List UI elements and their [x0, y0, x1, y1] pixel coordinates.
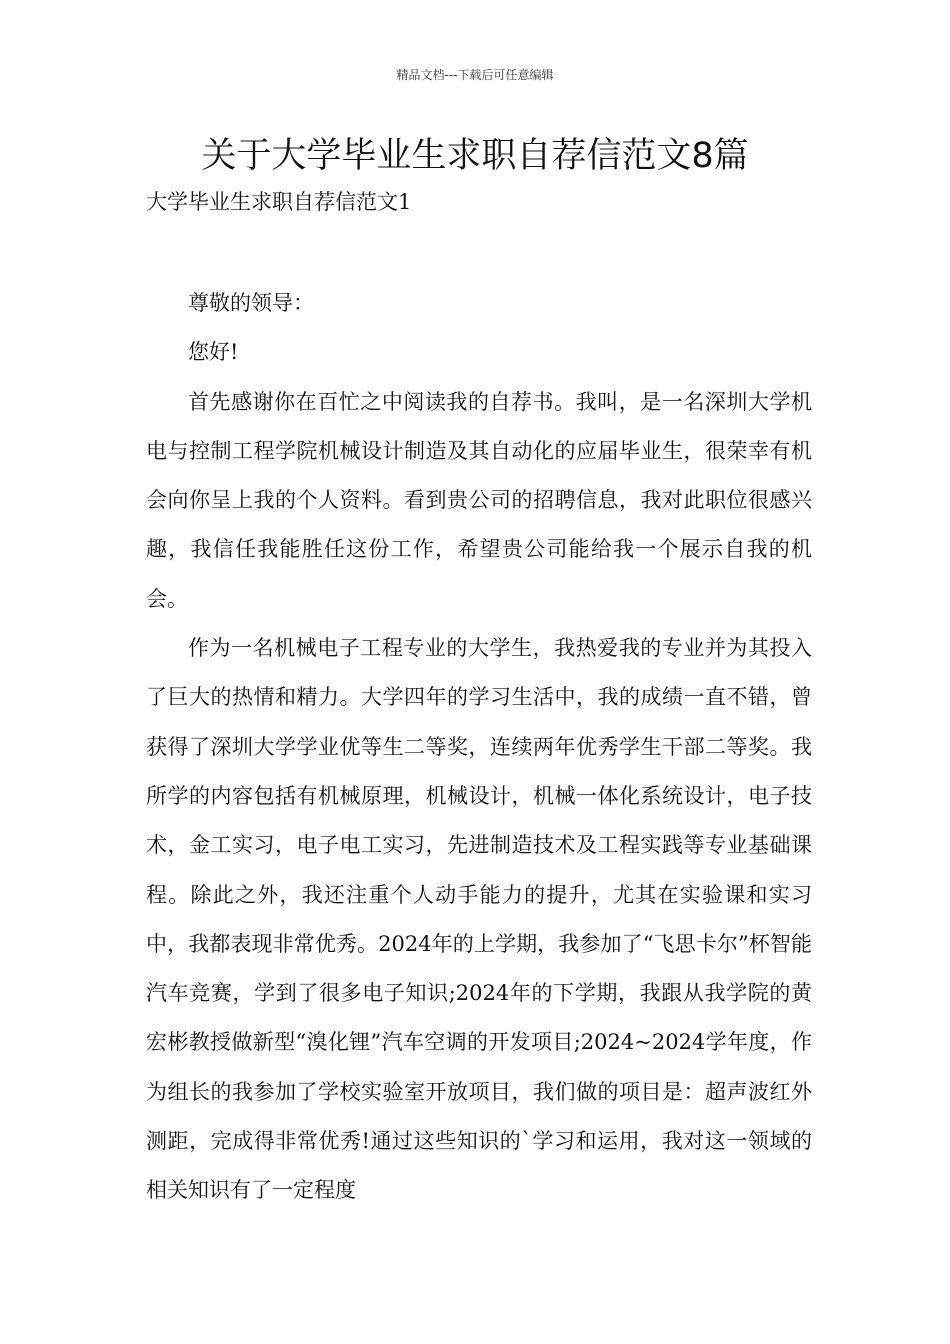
page-header-watermark: 精品文档---下载后可任意编辑: [396, 68, 554, 82]
document-subtitle: 大学毕业生求职自荐信范文1: [146, 190, 412, 214]
body-paragraph-2: 作为一名机械电子工程专业的大学生，我热爱我的专业并为其投入了巨大的热情和精力。大学四年的学习生活中，我的成绩一直不错，曾获得了深圳大学学业优等生二等奖，连续两年优秀学生干部二等奖。我所学的内容包括有机械原理，机械设计，机械一体化系统设计，电子技术，金工实习，电子电工实习，先进制造技术及工程实践等专业基础课程。除此之外，我还注重个人动手能力的提升，尤其在实验课和实习中，我都表现非常优秀。2024年的上学期，我参加了“飞思卡尔”杯智能汽车竞赛，学到了很多电子知识;2024年的下学期，我跟从我学院的黄宏彬教授做新型“溴化锂”汽车空调的开发项目;2024~2024学年度，作为组长的我参加了学校实验室开放项目，我们做的项目是：超声波红外测距，完成得非常优秀!通过这些知识的`学习和运用，我对这一领域的相关知识有了一定程度: [146, 636, 812, 1203]
document-body: [146, 279, 812, 1216]
document-title: 关于大学毕业生求职自荐信范文8篇: [201, 136, 749, 176]
salutation: 尊敬的领导：: [188, 291, 314, 315]
body-paragraph-1: 首先感谢你在百忙之中阅读我的自荐书。我叫，是一名深圳大学机电与控制工程学院机械设计制造及其自动化的应届毕业生，很荣幸有机会向你呈上我的个人资料。看到贵公司的招聘信息，我对此职位很感兴趣，我信任我能胜任这份工作，希望贵公司能给我一个展示自我的机会。: [146, 389, 812, 611]
greeting: 您好!: [188, 340, 239, 365]
